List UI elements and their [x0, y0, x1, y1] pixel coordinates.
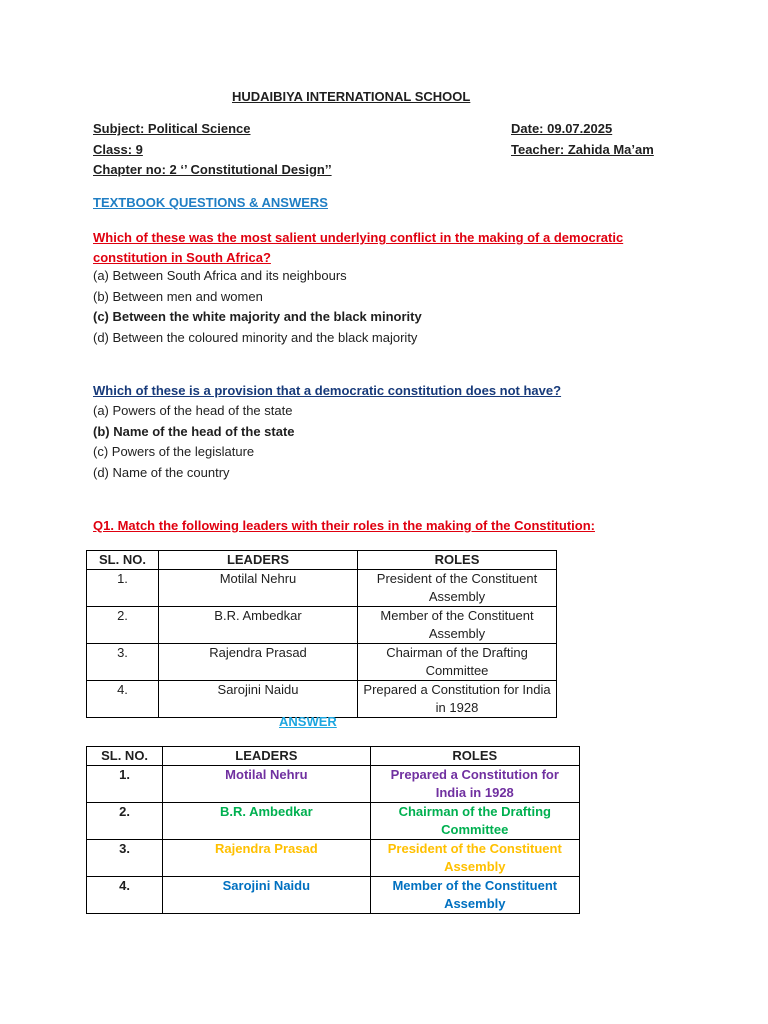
question-1: Which of these was the most salient underlying conflict in the making of a democratic constitution in South Africa?: [93, 230, 624, 265]
table-row: [87, 644, 557, 681]
cell-role: Prepared a Constitution for India in 1928: [370, 766, 579, 803]
class-label: Class: 9: [93, 142, 143, 157]
cell-sl-no: 2.: [87, 607, 159, 644]
cell-sl-no: 2.: [87, 803, 163, 840]
table-header-row: [87, 747, 580, 766]
cell-role: Chairman of the Drafting Committee: [370, 803, 579, 840]
cell-role: Prepared a Constitution for India in 1928: [358, 681, 557, 718]
cell-sl-no: 1.: [87, 570, 159, 607]
cell-sl-no: 3.: [87, 840, 163, 877]
cell-role: Chairman of the Drafting Committee: [358, 644, 557, 681]
header-roles: ROLES: [358, 551, 557, 570]
cell-role: Member of the Constituent Assembly: [370, 877, 579, 914]
section-title: TEXTBOOK QUESTIONS & ANSWERS: [93, 195, 328, 210]
cell-sl-no: 1.: [87, 766, 163, 803]
question-3: Q1. Match the following leaders with their roles in the making of the Constitution:: [93, 518, 595, 533]
q1-option-a: (a) Between South Africa and its neighbours: [93, 268, 347, 283]
header-sl-no: SL. NO.: [87, 747, 163, 766]
q1-option-c: (c) Between the white majority and the black minority: [93, 309, 422, 324]
cell-leader: Motilal Nehru: [163, 766, 370, 803]
table-row: [87, 803, 580, 840]
cell-role: Member of the Constituent Assembly: [358, 607, 557, 644]
cell-leader: Rajendra Prasad: [163, 840, 370, 877]
question-2: Which of these is a provision that a democratic constitution does not have?: [93, 383, 562, 398]
school-name: HUDAIBIYA INTERNATIONAL SCHOOL: [232, 89, 471, 104]
cell-role: President of the Constituent Assembly: [358, 570, 557, 607]
table-row: [87, 570, 557, 607]
teacher-label: Teacher: Zahida Ma’am: [511, 142, 654, 157]
table-row: [87, 840, 580, 877]
subject-label: Subject: Political Science: [93, 121, 251, 136]
cell-sl-no: 4.: [87, 877, 163, 914]
header-leaders: LEADERS: [159, 551, 358, 570]
cell-sl-no: 4.: [87, 681, 159, 718]
cell-leader: Sarojini Naidu: [163, 877, 370, 914]
match-table: [86, 550, 557, 718]
table-row: [87, 877, 580, 914]
cell-leader: B.R. Ambedkar: [159, 607, 358, 644]
header-roles: ROLES: [370, 747, 579, 766]
q2-option-a: (a) Powers of the head of the state: [93, 403, 293, 418]
table-row: [87, 766, 580, 803]
q1-option-d: (d) Between the coloured minority and the black majority: [93, 330, 418, 345]
cell-leader: B.R. Ambedkar: [163, 803, 370, 840]
cell-role: President of the Constituent Assembly: [370, 840, 579, 877]
cell-sl-no: 3.: [87, 644, 159, 681]
chapter-label: Chapter no: 2 ‘’ Constitutional Design’’: [93, 162, 332, 177]
q2-option-c: (c) Powers of the legislature: [93, 444, 255, 459]
header-leaders: LEADERS: [163, 747, 370, 766]
answer-label: ANSWER: [279, 714, 337, 729]
date-label: Date: 09.07.2025: [511, 121, 613, 136]
q2-option-d: (d) Name of the country: [93, 465, 230, 480]
table-row: [87, 681, 557, 718]
cell-leader: Rajendra Prasad: [159, 644, 358, 681]
cell-leader: Motilal Nehru: [159, 570, 358, 607]
table-header-row: [87, 551, 557, 570]
q2-option-b: (b) Name of the head of the state: [93, 424, 295, 439]
table-row: [87, 607, 557, 644]
header-sl-no: SL. NO.: [87, 551, 159, 570]
answer-table: [86, 746, 580, 914]
q1-option-b: (b) Between men and women: [93, 289, 263, 304]
cell-leader: Sarojini Naidu: [159, 681, 358, 718]
